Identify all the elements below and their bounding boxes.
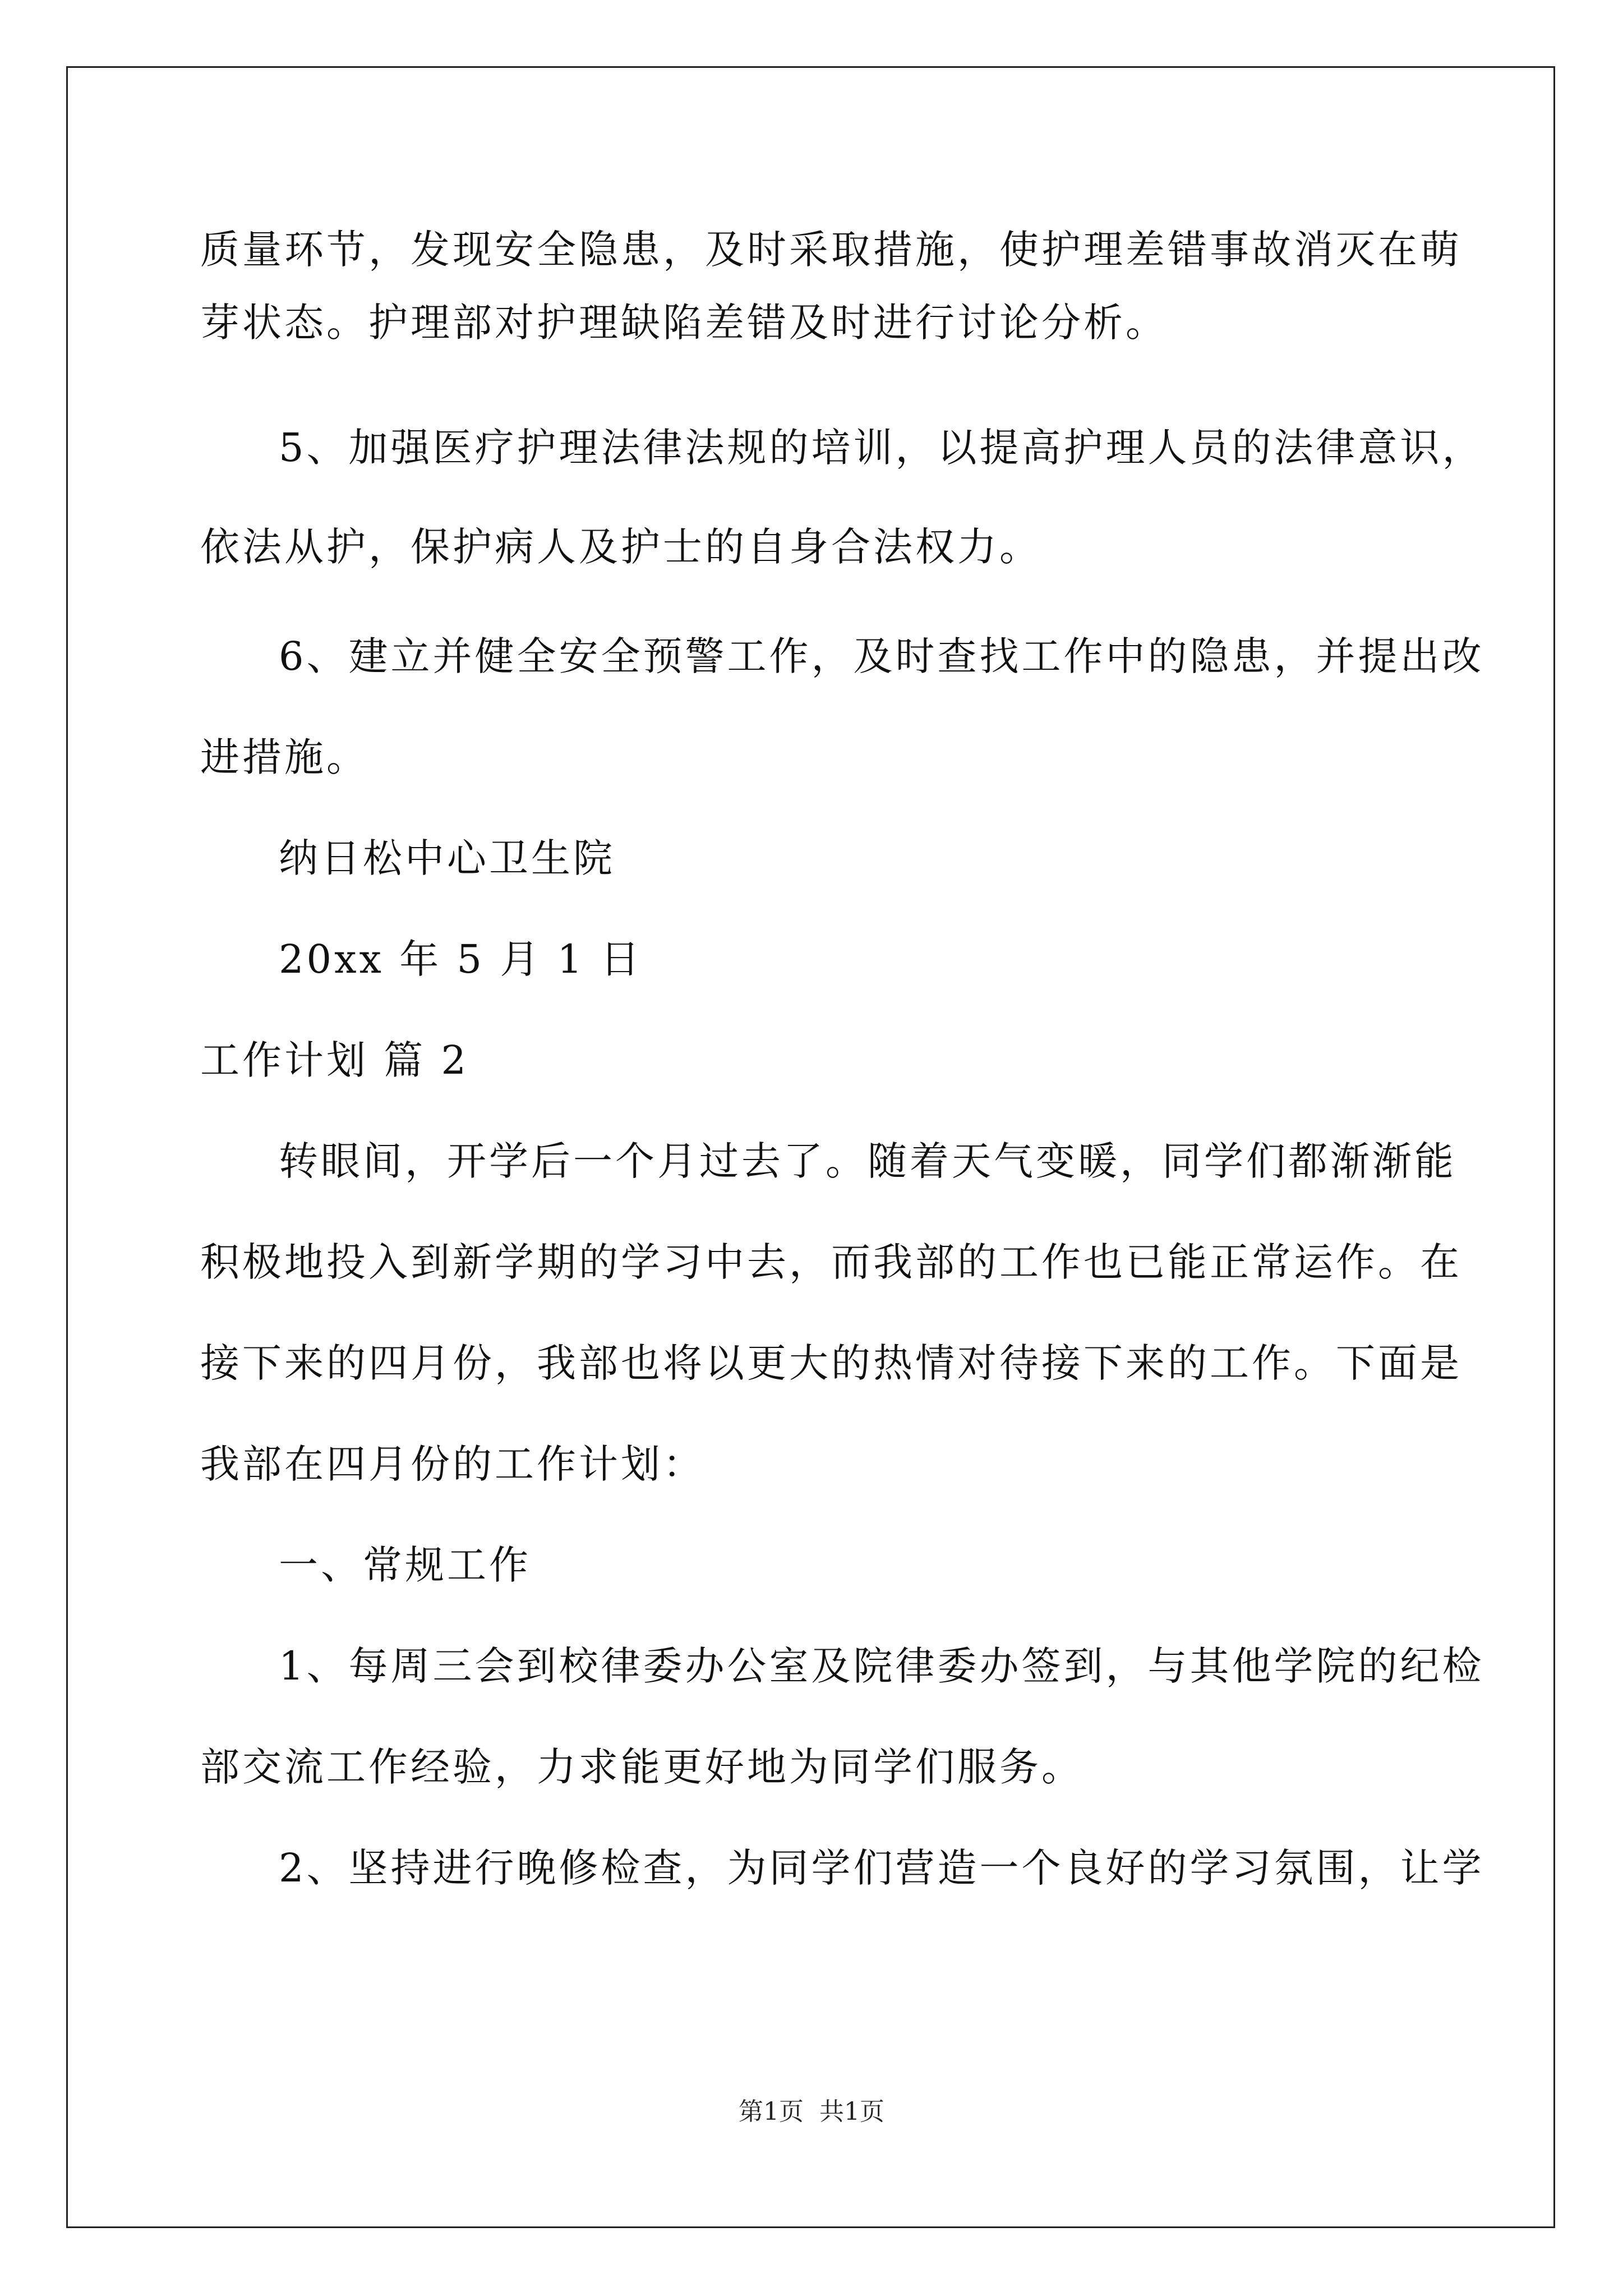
signature-date: 20xx 年 5 月 1 日 (279, 936, 643, 982)
signature-organization: 纳日松中心卫生院 (279, 835, 615, 881)
paragraph-line: 进措施。 (200, 734, 368, 780)
section-heading: 工作计划 篇 2 (200, 1037, 469, 1083)
paragraph-line: 依法从护，保护病人及护士的自身合法权力。 (200, 524, 1041, 570)
paragraph-line: 芽状态。护理部对护理缺陷差错及时进行讨论分析。 (200, 300, 1168, 346)
page-total: 共1页 (819, 2097, 884, 2126)
paragraph-line: 质量环节，发现安全隐患，及时采取措施，使护理差错事故消灭在萌 (200, 227, 1462, 273)
paragraph-line: 1、每周三会到校律委办公室及院律委办签到，与其他学院的纪检 (279, 1643, 1484, 1689)
subsection-heading: 一、常规工作 (279, 1542, 531, 1588)
paragraph-line: 积极地投入到新学期的学习中去，而我部的工作也已能正常运作。在 (200, 1239, 1462, 1285)
paragraph-line: 2、坚持进行晚修检查，为同学们营造一个良好的学习氛围，让学 (279, 1845, 1484, 1891)
page-footer (0, 2095, 1623, 2129)
paragraph-line: 5、加强医疗护理法律法规的培训，以提高护理人员的法律意识， (279, 425, 1484, 471)
page-number: 第1页 (739, 2097, 804, 2126)
paragraph-line: 部交流工作经验，力求能更好地为同学们服务。 (200, 1744, 1083, 1790)
paragraph-line: 转眼间，开学后一个月过去了。随着天气变暖，同学们都渐渐能 (279, 1138, 1456, 1184)
paragraph-line: 6、建立并健全安全预警工作，及时查找工作中的隐患，并提出改 (279, 633, 1484, 679)
paragraph-line: 接下来的四月份，我部也将以更大的热情对待接下来的工作。下面是 (200, 1340, 1462, 1386)
paragraph-line: 我部在四月份的工作计划： (200, 1441, 705, 1487)
